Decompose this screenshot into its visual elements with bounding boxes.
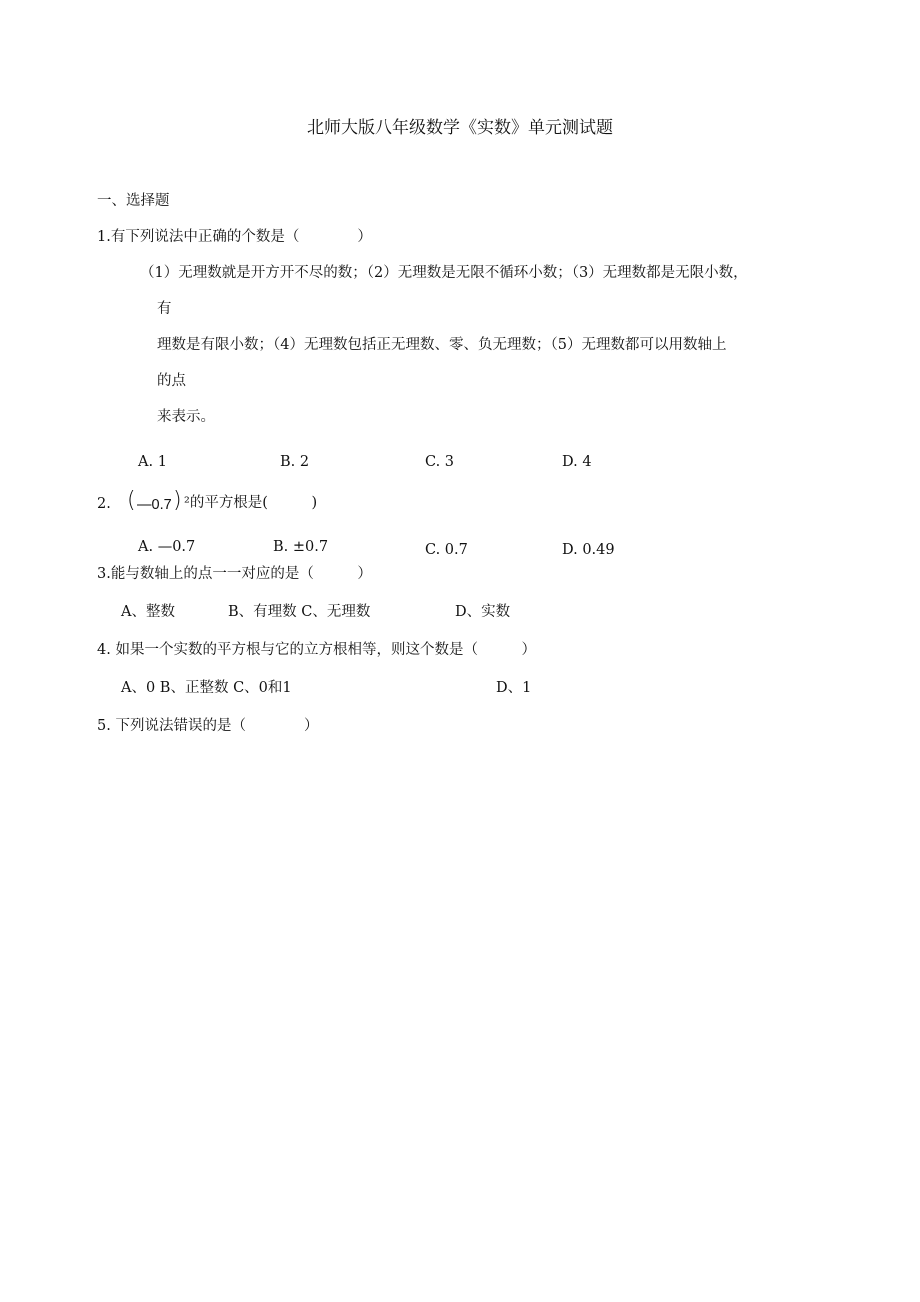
page-title: 北师大版八年级数学《实数》单元测试题 xyxy=(307,118,613,138)
question-2-number: 2. xyxy=(97,496,111,512)
question-3-option-d: D、实数 xyxy=(455,604,511,620)
question-2-close-paren: ) xyxy=(173,488,182,513)
question-2-base: —0.7 xyxy=(137,497,172,513)
question-2-option-b: B. ±0.7 xyxy=(273,539,329,555)
question-1-line-5: 来表示。 xyxy=(157,409,215,425)
question-4-option-a-b-c: A、0 B、正整数 C、0和1 xyxy=(121,680,292,696)
question-3-option-a: A、整数 xyxy=(121,604,175,620)
question-1-option-a: A. 1 xyxy=(138,454,167,470)
question-1-option-b: B. 2 xyxy=(280,454,310,470)
question-2-option-c: C. 0.7 xyxy=(425,542,468,558)
question-5-stem: 5. 下列说法错误的是（ ） xyxy=(97,718,319,734)
section-heading: 一、选择题 xyxy=(97,193,170,209)
question-2-option-d: D. 0.49 xyxy=(562,542,615,558)
question-1-option-d: D. 4 xyxy=(562,454,592,470)
question-3-stem: 3.能与数轴上的点一一对应的是（ ） xyxy=(97,566,372,582)
question-4-option-d: D、1 xyxy=(496,680,532,696)
question-1-line-4: 的点 xyxy=(157,373,186,389)
question-4-stem: 4. 如果一个实数的平方根与它的立方根相等，则这个数是（ ） xyxy=(97,642,536,658)
question-2-open-paren: ( xyxy=(127,488,136,513)
question-1-line-2: 有 xyxy=(157,301,172,317)
question-2-option-a: A. —0.7 xyxy=(138,539,196,555)
question-1-line-3: 理数是有限小数；（4）无理数包括正无理数、零、负无理数；（5）无理数都可以用数轴上 xyxy=(157,337,727,353)
question-1-stem: 1.有下列说法中正确的个数是（ ） xyxy=(97,229,372,245)
question-2-stem: ²的平方根是( ) xyxy=(184,495,318,511)
question-1-line-1: （1）无理数就是开方开不尽的数；（2）无理数是无限不循环小数；（3）无理数都是无限小数， xyxy=(140,265,748,281)
question-1-option-c: C. 3 xyxy=(425,454,455,470)
question-3-option-b-c: B、有理数 C、无理数 xyxy=(228,604,371,620)
